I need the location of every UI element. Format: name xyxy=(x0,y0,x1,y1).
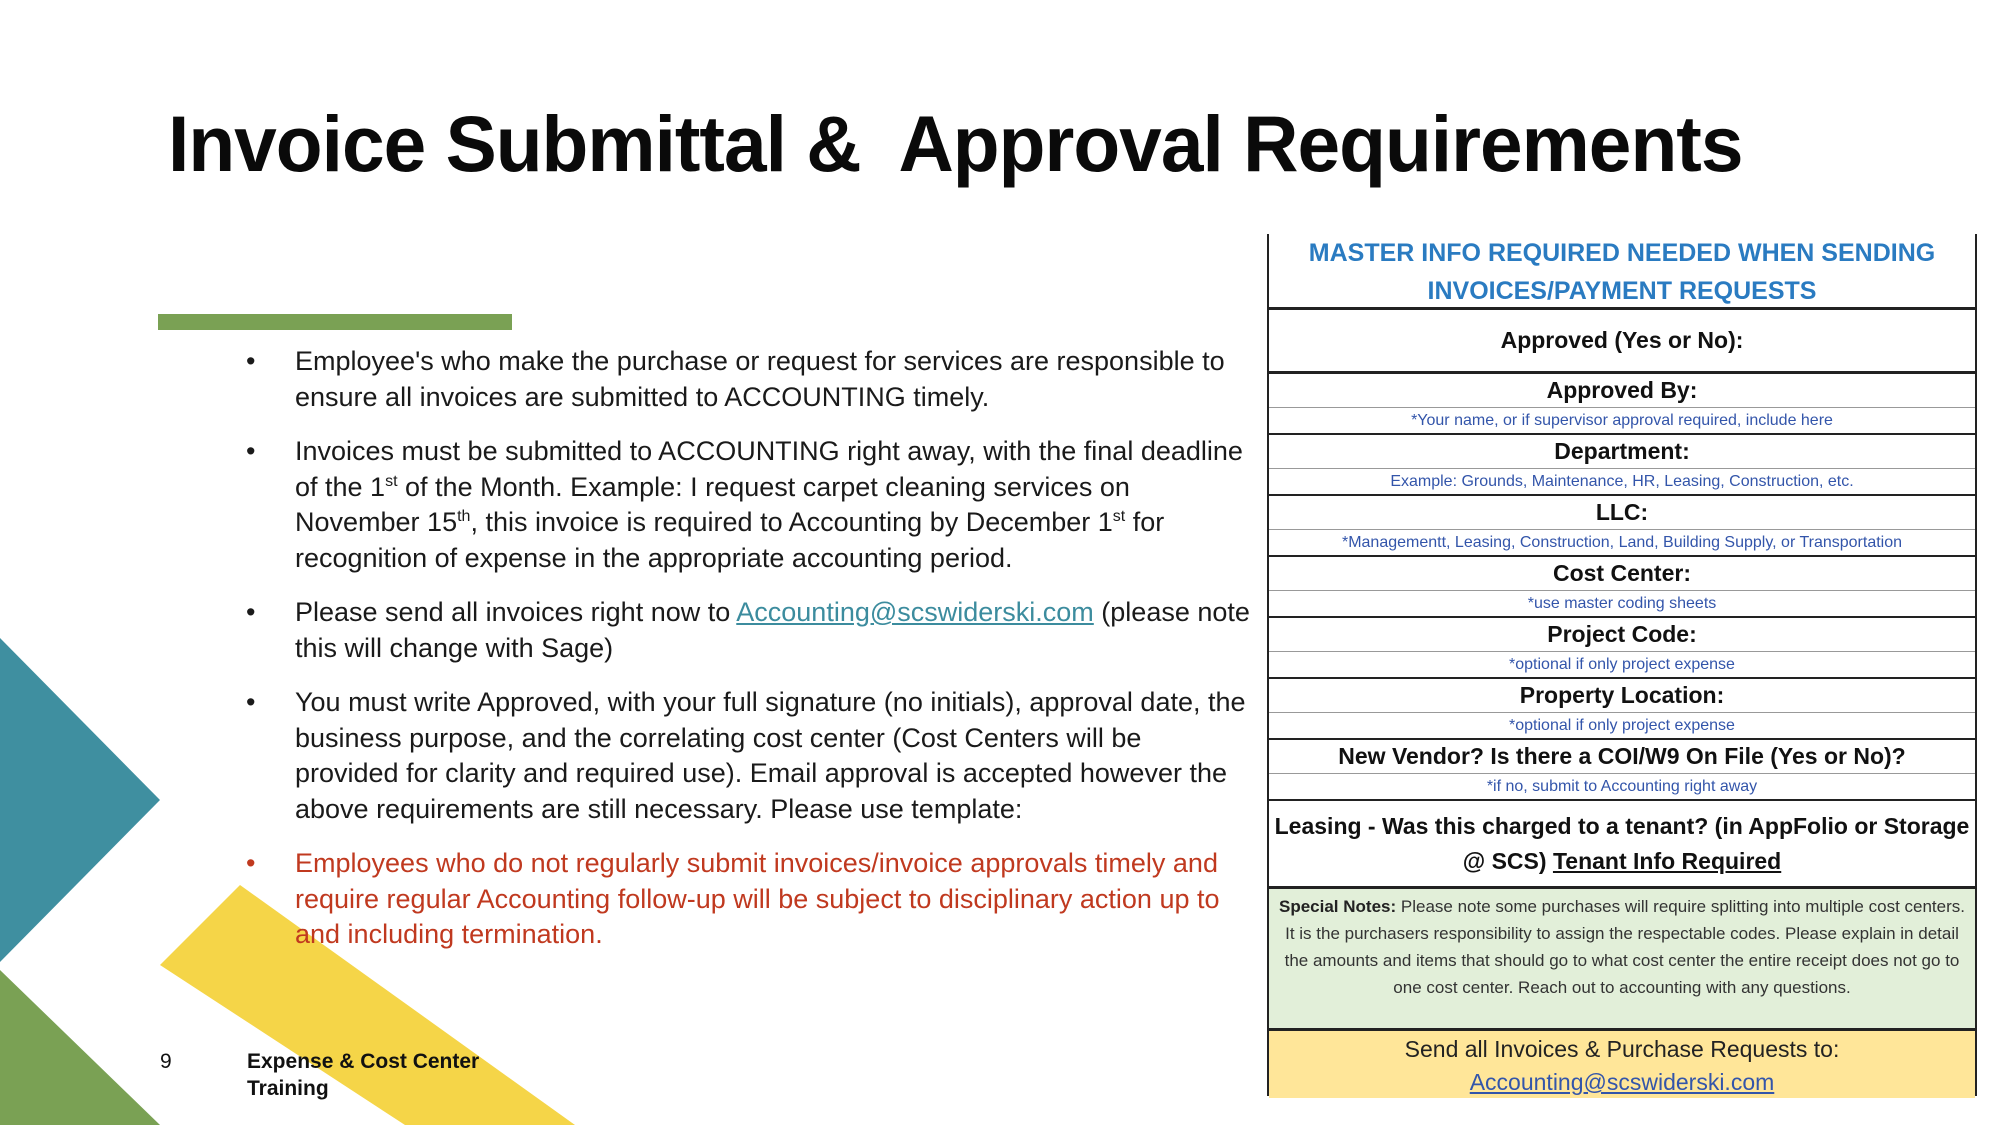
form-row-approved-by xyxy=(1269,374,1975,435)
form-label: Property Location: xyxy=(1519,682,1725,708)
form-label: LLC: xyxy=(1595,499,1649,525)
form-row-approved xyxy=(1269,310,1975,374)
form-hint: Example: Grounds, Maintenance, HR, Leasing, Construction, etc. xyxy=(1269,468,1975,494)
bullet-text-b: of the Month. Example: I request carpet cleaning services on November 15 xyxy=(295,471,1130,537)
bullet-text-a: Invoices must be submitted to ACCOUNTING right away, with the final deadline of the 1 xyxy=(295,436,1243,502)
form-header: MASTER INFO REQUIRED NEEDED WHEN SENDING INVOICES/PAYMENT REQUESTS xyxy=(1269,234,1975,310)
special-notes xyxy=(1269,889,1975,1031)
form-label: New Vendor? Is there a COI/W9 On File (Yes or No)? xyxy=(1338,743,1906,769)
bullet-text-c: , this invoice is required to Accounting by December 1 xyxy=(470,507,1113,537)
bullet-dot: • xyxy=(246,687,256,717)
form-hint: *optional if only project expense xyxy=(1269,651,1975,677)
bullet-dot: • xyxy=(246,346,256,376)
leasing-question: Leasing - Was this charged to a tenant? (in AppFolio or Storage @ SCS) xyxy=(1274,813,1970,874)
bullet-deadline xyxy=(240,434,1252,576)
form-label: Department: xyxy=(1554,438,1690,464)
title-accent-bar xyxy=(158,314,512,330)
bullet-responsibility xyxy=(240,344,1252,415)
bullet-text: You must write Approved, with your full signature (no initials), approval date, the business purpose, and the correlating cost center (Cost Centers will be provided for clarity and required use). Email approval is accepted however the above requirements are still necessary. Please use template: xyxy=(295,687,1246,824)
form-hint: *use master coding sheets xyxy=(1269,590,1975,616)
master-info-form xyxy=(1267,234,1977,1096)
form-row-llc xyxy=(1269,496,1975,557)
teal-triangle xyxy=(0,638,160,962)
bullet-approval-requirements xyxy=(240,685,1252,827)
ordinal-suffix: st xyxy=(385,472,398,490)
form-row-project-code xyxy=(1269,618,1975,679)
form-label: Approved (Yes or No): xyxy=(1500,327,1744,353)
bullet-dot: • xyxy=(246,436,256,466)
notes-label: Special Notes: xyxy=(1279,897,1397,916)
form-hint: *Your name, or if supervisor approval required, include here xyxy=(1269,407,1975,433)
form-label: Cost Center: xyxy=(1552,560,1691,586)
tenant-info-link: Tenant Info Required xyxy=(1552,848,1782,874)
bullet-text: Employees who do not regularly submit invoices/invoice approvals timely and require regular Accounting follow-up will be subject to disciplinary action up to and including termination. xyxy=(295,848,1220,949)
bullet-list xyxy=(240,344,1252,972)
send-box xyxy=(1269,1031,1975,1098)
form-row-leasing xyxy=(1269,801,1975,889)
notes-text: Please note some purchases will require splitting into multiple cost centers. It is the purchasers responsibility to assign the respectable codes. Please explain in detail the amounts and items that should go to what cost center the entire receipt does not go to one cost center. Reach out to accounting with any questions. xyxy=(1284,897,1965,997)
form-label: Project Code: xyxy=(1547,621,1697,647)
form-row-cost-center xyxy=(1269,557,1975,618)
form-row-new-vendor xyxy=(1269,740,1975,801)
form-hint: *if no, submit to Accounting right away xyxy=(1269,773,1975,799)
bullet-text-before: Please send all invoices right now to xyxy=(295,597,737,627)
send-email: Accounting@scswiderski.com xyxy=(1469,1069,1775,1095)
bullet-text: Employee's who make the purchase or request for services are responsible to ensure all invoices are submitted to ACCOUNTING timely. xyxy=(295,346,1225,412)
bullet-send-invoices xyxy=(240,595,1252,666)
form-hint: *Managementt, Leasing, Construction, Land, Building Supply, or Transportation xyxy=(1269,529,1975,555)
bullet-dot: • xyxy=(246,597,256,627)
bullet-text-d: for recognition of expense in the appropriate accounting period. xyxy=(295,507,1165,573)
form-row-property-location xyxy=(1269,679,1975,740)
slide-title: Invoice Submittal & Approval Requirements xyxy=(168,99,1743,188)
accounting-email-link[interactable]: Accounting@scswiderski.com xyxy=(736,597,1094,627)
ordinal-suffix: st xyxy=(1112,508,1126,525)
footer-label: Expense & Cost Center Training xyxy=(247,1050,480,1100)
ordinal-suffix: th xyxy=(457,508,471,525)
green-triangle xyxy=(0,970,160,1125)
page-number: 9 xyxy=(160,1050,172,1073)
form-hint: *optional if only project expense xyxy=(1269,712,1975,738)
form-label: Approved By: xyxy=(1546,377,1698,403)
bullet-disciplinary-warning xyxy=(240,846,1252,953)
form-row-department xyxy=(1269,435,1975,496)
send-label: Send all Invoices & Purchase Requests to: xyxy=(1404,1036,1840,1062)
form-label xyxy=(1269,801,1975,879)
bullet-dot: • xyxy=(246,848,256,878)
bullet-text-after: (please note this will change with Sage) xyxy=(295,597,1250,663)
